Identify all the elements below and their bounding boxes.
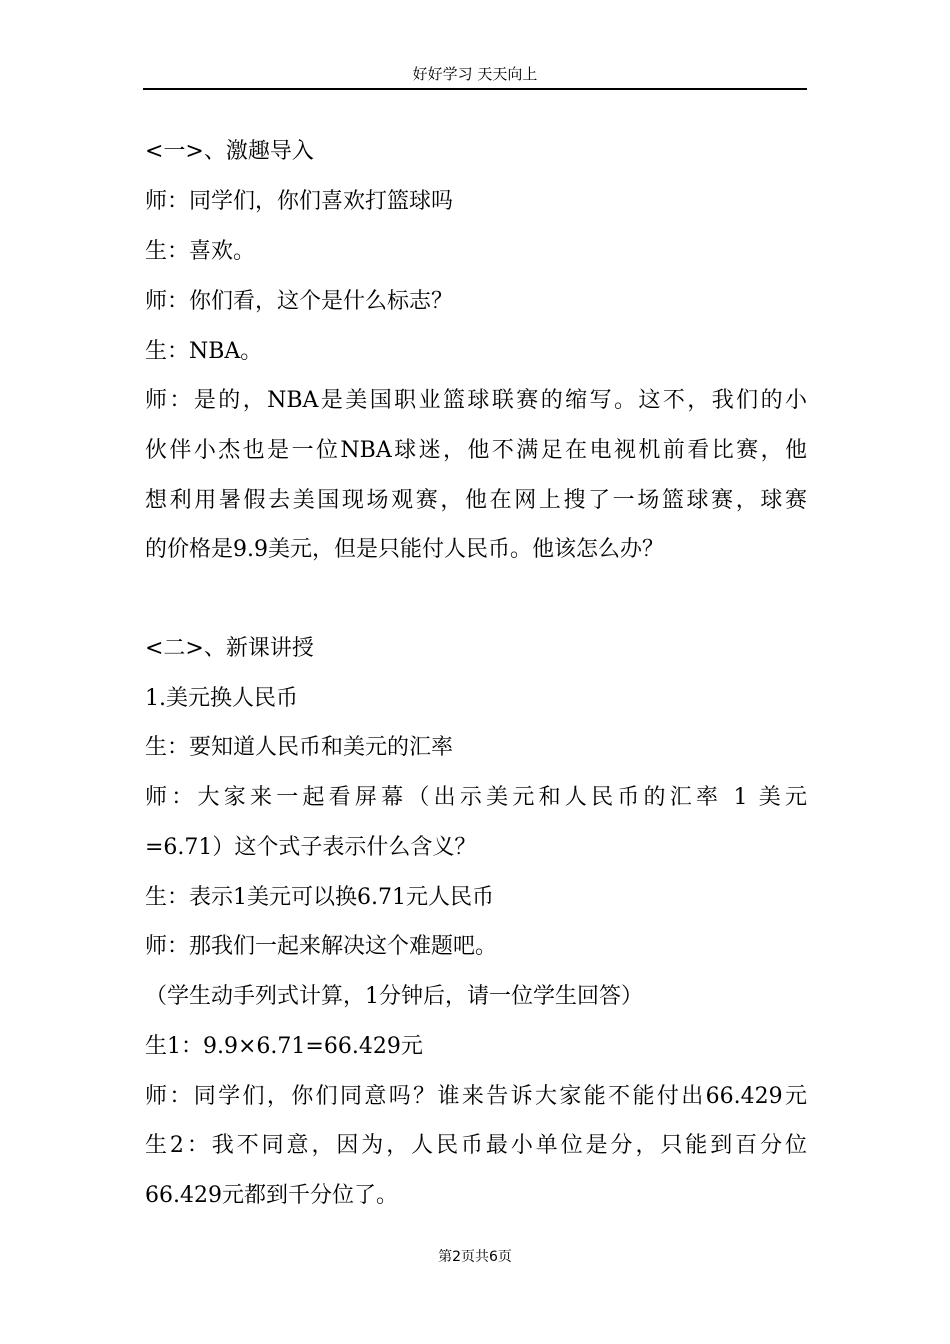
page-header: 好好学习 天天向上 [412, 65, 538, 83]
dialogue-line: （学生动手列式计算，1分钟后，请一位学生回答） [145, 984, 643, 1009]
dialogue-line: 生：表示1美元可以换6.71元人民币 [145, 885, 494, 910]
section-title-intro: <一>、激趣导入 [145, 139, 314, 164]
dialogue-line: 的价格是9.9美元，但是只能付人民币。他该怎么办？ [145, 537, 664, 562]
dialogue-line: 伙伴小杰也是一位NBA球迷，他不满足在电视机前看比赛，他 [145, 438, 807, 463]
subsection-title: 1.美元换人民币 [145, 686, 298, 711]
dialogue-line: 师：大家来一起看屏幕（出示美元和人民币的汇率 1 美元 [145, 785, 807, 810]
header-rule [143, 88, 807, 90]
page-number: 第2页共6页 [438, 1249, 512, 1265]
dialogue-line: 生：喜欢。 [145, 239, 256, 264]
dialogue-line: 66.429元都到千分位了。 [145, 1183, 398, 1208]
dialogue-line: 师：同学们，你们同意吗？谁来告诉大家能不能付出66.429元 [145, 1084, 807, 1109]
dialogue-line: 师：是的，NBA是美国职业篮球联赛的缩写。这不，我们的小 [145, 388, 807, 413]
dialogue-line: =6.71）这个式子表示什么含义？ [145, 835, 477, 860]
section-title-lesson: <二>、新课讲授 [145, 636, 314, 661]
dialogue-line: 师：同学们，你们喜欢打篮球吗 [145, 189, 454, 214]
dialogue-line: 师：你们看，这个是什么标志？ [145, 289, 454, 314]
dialogue-line: 生1：9.9×6.71=66.429元 [145, 1034, 423, 1059]
dialogue-line: 生：要知道人民币和美元的汇率 [145, 735, 454, 760]
dialogue-line: 想利用暑假去美国现场观赛，他在网上搜了一场篮球赛，球赛 [145, 488, 807, 513]
dialogue-line: 生2：我不同意，因为，人民币最小单位是分，只能到百分位 [145, 1133, 807, 1158]
dialogue-line: 师：那我们一起来解决这个难题吧。 [145, 934, 498, 959]
dialogue-line: 生：NBA。 [145, 339, 263, 364]
